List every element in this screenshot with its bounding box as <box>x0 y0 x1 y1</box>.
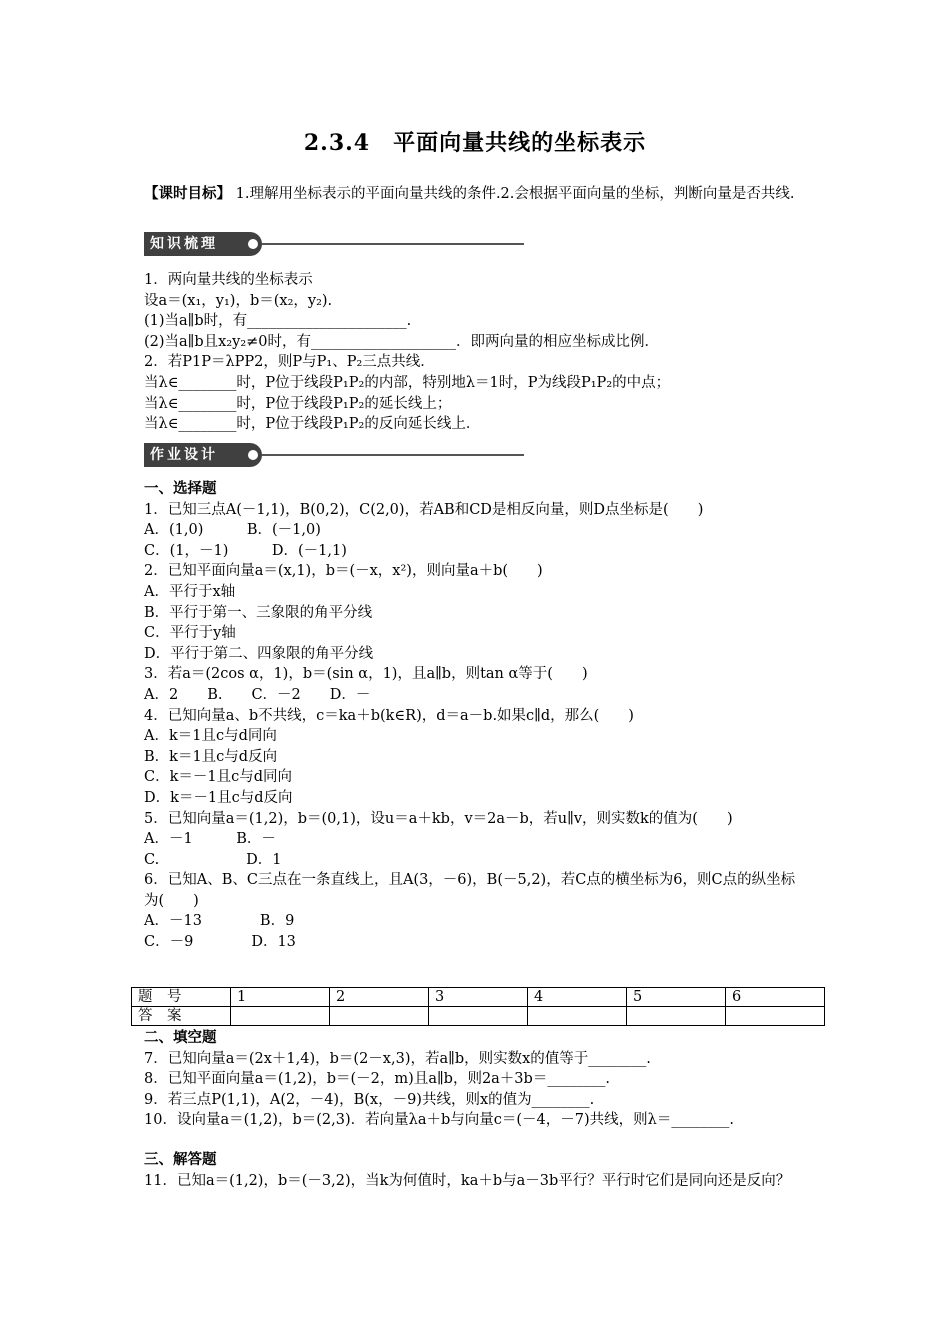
knowledge-line: 当λ∈________时，P位于线段P₁P₂的延长线上； <box>144 395 452 412</box>
solve-section <box>144 1150 809 1191</box>
table-row <box>132 1007 825 1026</box>
banner-label: 作业设计 <box>144 443 262 467</box>
knowledge-line: (2)当a∥b且x₂y₂≠0时，有____________________．即两向量的相应坐标成比例． <box>144 333 660 350</box>
objectives-label: 【课时目标】 <box>144 185 231 202</box>
section-title: 二、填空题 <box>144 1029 217 1046</box>
question-line: C．－9 D．13 <box>144 934 296 951</box>
question-line: A．2 B. C．－2 D．－ <box>144 686 371 703</box>
question-line: A．－1 B．－ <box>144 831 276 848</box>
answer-cell[interactable] <box>726 1007 825 1026</box>
question-line: D．k＝－1且c与d反向 <box>144 789 293 806</box>
knowledge-line: 设a＝(x₁，y₁)，b＝(x₂，y₂). <box>144 292 333 309</box>
table-cell: 6 <box>726 988 825 1007</box>
question-line: C. D．1 <box>144 851 282 868</box>
banner-rule <box>262 454 524 456</box>
question-line: A．k＝1且c与d同向 <box>144 728 277 745</box>
question-line: B．k＝1且c与d反向 <box>144 748 278 765</box>
section-title: 一、选择题 <box>144 480 217 497</box>
answer-cell[interactable] <box>528 1007 627 1026</box>
knowledge-line: 1．两向量共线的坐标表示 <box>144 272 313 288</box>
banner-dot-icon <box>248 450 258 460</box>
table-cell: 4 <box>528 988 627 1007</box>
question-line: A．平行于x轴 <box>144 583 236 600</box>
knowledge-line: 当λ∈________时，P位于线段P₁P₂的反向延长线上． <box>144 416 481 433</box>
banner-rule <box>262 243 524 245</box>
answer-cell[interactable] <box>330 1007 429 1026</box>
knowledge-section <box>144 270 809 435</box>
question-6: 6．已知A、B、C三点在一条直线上，且A(3，－6)，B(－5,2)，若C点的横坐标为6，则C点的纵坐标为( ) <box>144 872 796 909</box>
table-row <box>132 988 825 1007</box>
answer-cell[interactable] <box>627 1007 726 1026</box>
objectives-text: 1.理解用坐标表示的平面向量共线的条件.2.会根据平面向量的坐标，判断向量是否共线. <box>235 186 795 202</box>
objectives <box>144 184 809 205</box>
table-cell: 3 <box>429 988 528 1007</box>
fill-section <box>144 1028 809 1131</box>
answer-cell[interactable] <box>429 1007 528 1026</box>
question-line: 2．已知平面向量a＝(x,1)，b＝(－x，x²)，则向量a＋b( ) <box>144 563 543 580</box>
answer-table <box>131 987 825 1026</box>
knowledge-line: 当λ∈________时，P位于线段P₁P₂的内部，特别地λ＝1时，P为线段P₁P₂的中点； <box>144 374 671 391</box>
question-line: B．平行于第一、三象限的角平分线 <box>144 604 373 621</box>
fill-line: 8．已知平面向量a＝(1,2)，b＝(－2，m)且a∥b，则2a＋3b＝________. <box>144 1071 610 1088</box>
table-cell: 2 <box>330 988 429 1007</box>
question-line: C．(1，－1) D．(－1,1) <box>144 542 347 559</box>
knowledge-line: 2．若P1P＝λPP2，则P与P₁、P₂三点共线． <box>144 354 435 371</box>
fill-line: 9．若三点P(1,1)，A(2，－4)，B(x，－9)共线，则x的值为________. <box>144 1091 595 1108</box>
table-cell: 1 <box>231 988 330 1007</box>
question-line: D．平行于第二、四象限的角平分线 <box>144 645 374 662</box>
question-5: 5．已知向量a＝(1,2)，b＝(0,1)，设u＝a＋kb，v＝2a－b，若u∥v，则实数k的值为( ) <box>144 810 733 827</box>
question-line: A．(1,0) B．(－1,0) <box>144 522 321 539</box>
question-11: 11．已知a＝(1,2)，b＝(－3,2)，当k为何值时，ka＋b与a－3b平行？平行时它们是同向还是反向？ <box>144 1172 791 1189</box>
question-line: 4．已知向量a、b不共线，c＝ka＋b(k∈R)，d＝a－b.如果c∥d，那么( ) <box>144 707 634 724</box>
knowledge-line: (1)当a∥b时，有______________________. <box>144 313 412 330</box>
banner-label: 知识梳理 <box>144 232 262 256</box>
fill-line: 10．设向量a＝(1,2)，b＝(2,3)．若向量λa＋b与向量c＝(－4，－7)共线，则λ＝________. <box>144 1112 734 1129</box>
banner-dot-icon <box>248 239 258 249</box>
table-cell: 5 <box>627 988 726 1007</box>
question-line: 1．已知三点A(－1,1)，B(0,2)，C(2,0)，若AB和CD是相反向量，则D点坐标是( ) <box>144 501 704 518</box>
question-line: A．－13 B．9 <box>144 913 295 930</box>
table-header-cell: 答 案 <box>132 1007 231 1026</box>
question-line: C．k＝－1且c与d同向 <box>144 769 293 786</box>
choice-section <box>144 479 809 953</box>
question-line: C．平行于y轴 <box>144 625 236 642</box>
answer-cell[interactable] <box>231 1007 330 1026</box>
table-header-cell: 题 号 <box>132 988 231 1007</box>
question-line: 3．若a＝(2cos α，1)，b＝(sin α，1)，且a∥b，则tan α等于( ) <box>144 666 588 683</box>
fill-line: 7．已知向量a＝(2x＋1,4)，b＝(2－x,3)，若a∥b，则实数x的值等于________. <box>144 1050 651 1067</box>
page-title: 2.3.4 平面向量共线的坐标表示 <box>303 130 647 156</box>
section-title: 三、解答题 <box>144 1151 217 1168</box>
